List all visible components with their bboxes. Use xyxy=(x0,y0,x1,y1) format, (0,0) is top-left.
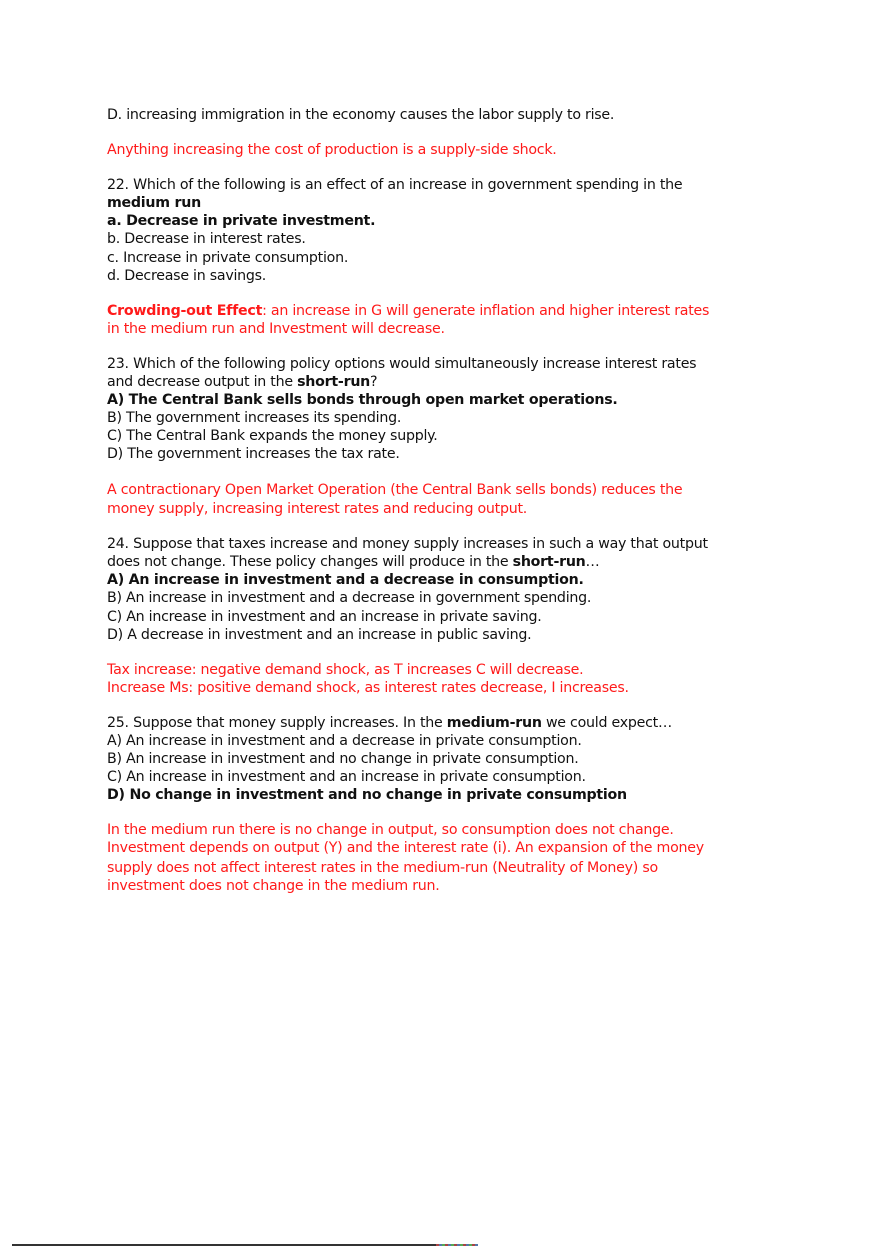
option: C) The Central Bank expands the money supply. xyxy=(107,428,438,444)
explanation-text: Increase Ms: positive demand shock, as interest rates decrease, I increases. xyxy=(107,680,629,696)
stem-text: 25. Suppose that money supply increases. In the xyxy=(107,715,447,731)
option: B) An increase in investment and no change in private consumption. xyxy=(107,751,579,767)
question-24 xyxy=(107,535,787,697)
explanation-term: Crowding-out Effect xyxy=(107,303,263,319)
question-23 xyxy=(107,355,787,518)
question-stem xyxy=(107,553,787,571)
question-25 xyxy=(107,714,787,895)
question-stem xyxy=(107,714,787,732)
option: c. Increase in private consumption. xyxy=(107,250,349,266)
intro-option: D. increasing immigration in the economy causes the labor supply to rise. xyxy=(107,107,615,123)
option: B) An increase in investment and a decrease in government spending. xyxy=(107,590,592,606)
intro-explanation: Anything increasing the cost of production is a supply-side shock. xyxy=(107,142,557,158)
option: C) An increase in investment and an increase in private consumption. xyxy=(107,769,586,785)
option-correct: A) An increase in investment and a decrease in consumption. xyxy=(107,572,584,588)
explanation-text: money supply, increasing interest rates and reducing output. xyxy=(107,501,528,517)
stem-bold: short-run xyxy=(297,374,371,390)
document-page xyxy=(107,106,787,895)
explanation-text: supply does not affect interest rates in the medium-run (Neutrality of Money) so xyxy=(107,860,658,876)
explanation-text: Investment depends on output (Y) and the interest rate (i). An expansion of the money xyxy=(107,840,704,856)
explanation-text: in the medium run and Investment will decrease. xyxy=(107,321,445,337)
stem-text: ? xyxy=(370,374,378,390)
stem-bold: short-run xyxy=(512,554,586,570)
question-stem xyxy=(107,373,787,391)
explanation-text: : an increase in G will generate inflation and higher interest rates xyxy=(262,303,710,319)
explanation-text: Tax increase: negative demand shock, as T increases C will decrease. xyxy=(107,662,584,678)
explanation xyxy=(107,302,787,320)
stem-text: we could expect… xyxy=(541,715,672,731)
stem-bold: medium-run xyxy=(446,715,542,731)
stem-text: and decrease output in the xyxy=(107,374,298,390)
option-correct: D) No change in investment and no change in private consumption xyxy=(107,787,627,803)
option: D) A decrease in investment and an increase in public saving. xyxy=(107,627,532,643)
stem-text: does not change. These policy changes will produce in the xyxy=(107,554,513,570)
explanation-text: In the medium run there is no change in output, so consumption does not change. xyxy=(107,822,674,838)
question-stem: 23. Which of the following policy options would simultaneously increase interest rates xyxy=(107,356,697,372)
explanation-text: A contractionary Open Market Operation (the Central Bank sells bonds) reduces the xyxy=(107,482,683,498)
question-stem: 22. Which of the following is an effect of an increase in government spending in the xyxy=(107,177,683,193)
option-correct: A) The Central Bank sells bonds through open market operations. xyxy=(107,392,618,408)
question-stem-bold: medium run xyxy=(107,195,201,211)
option: C) An increase in investment and an increase in private saving. xyxy=(107,609,542,625)
option: B) The government increases its spending. xyxy=(107,410,402,426)
page-bottom-rule-artifact xyxy=(436,1244,478,1246)
option-correct: a. Decrease in private investment. xyxy=(107,213,376,229)
option: D) The government increases the tax rate. xyxy=(107,446,400,462)
question-22 xyxy=(107,176,787,338)
explanation-text: investment does not change in the medium run. xyxy=(107,878,440,894)
option: A) An increase in investment and a decrease in private consumption. xyxy=(107,733,582,749)
option: b. Decrease in interest rates. xyxy=(107,231,306,247)
question-stem: 24. Suppose that taxes increase and money supply increases in such a way that output xyxy=(107,536,708,552)
option: d. Decrease in savings. xyxy=(107,268,267,284)
page-bottom-rule xyxy=(12,1244,478,1246)
stem-text: … xyxy=(585,554,600,570)
